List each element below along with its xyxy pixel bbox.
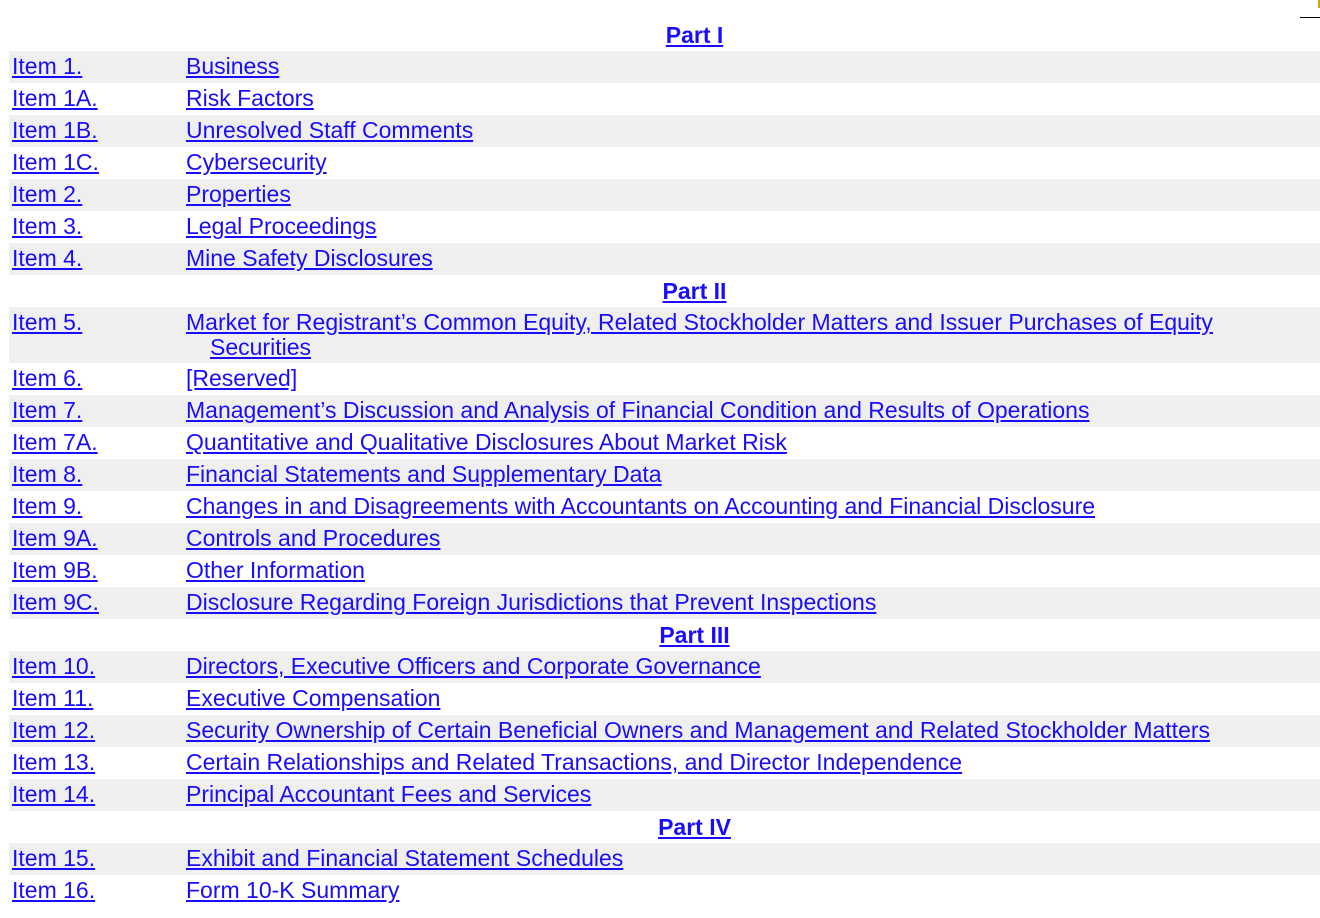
item-title-link[interactable]: Unresolved Staff Comments — [186, 117, 474, 143]
item-number-link[interactable]: Item 1B. — [12, 117, 98, 143]
item-number-link[interactable]: Item 16. — [12, 877, 96, 903]
toc-row — [9, 395, 1320, 427]
corner-mark-line — [1300, 17, 1320, 18]
toc-row — [9, 115, 1320, 147]
toc-row — [9, 683, 1320, 715]
item-number-link[interactable]: Item 9B. — [12, 557, 98, 583]
toc-row — [9, 51, 1320, 83]
toc-row — [9, 83, 1320, 115]
item-number-link[interactable]: Item 13. — [12, 749, 96, 775]
toc-row — [9, 491, 1320, 523]
item-title-link[interactable]: Properties — [186, 181, 291, 207]
toc-row — [9, 875, 1320, 907]
item-title-link[interactable]: Management’s Discussion and Analysis of Financial Condition and Results of Operations — [186, 397, 1090, 423]
item-number-link[interactable]: Item 7A. — [12, 429, 98, 455]
item-number-link[interactable]: Item 7. — [12, 397, 83, 423]
toc-row — [9, 459, 1320, 491]
toc-row — [9, 523, 1320, 555]
toc-row — [9, 555, 1320, 587]
item-title-link[interactable]: Financial Statements and Supplementary Data — [186, 461, 662, 487]
part-link[interactable]: Part IV — [658, 813, 731, 840]
table-of-contents — [9, 19, 1320, 907]
toc-row — [9, 243, 1320, 275]
item-number-link[interactable]: Item 9C. — [12, 589, 99, 615]
item-number-link[interactable]: Item 4. — [12, 245, 83, 271]
item-title-link[interactable]: Controls and Procedures — [186, 525, 441, 551]
toc-row — [9, 779, 1320, 811]
part-link[interactable]: Part III — [659, 621, 730, 648]
item-number-link[interactable]: Item 6. — [12, 365, 83, 391]
item-title-link[interactable]: Directors, Executive Officers and Corporate Governance — [186, 653, 761, 679]
item-title-link[interactable]: Security Ownership of Certain Beneficial Owners and Management and Related Stockholder Matters — [186, 717, 1211, 743]
toc-row — [9, 651, 1320, 683]
item-number-link[interactable]: Item 5. — [12, 309, 83, 335]
toc-row — [9, 843, 1320, 875]
item-number-link[interactable]: Item 9A. — [12, 525, 98, 551]
item-title-link[interactable]: Cybersecurity — [186, 149, 327, 175]
toc-row — [9, 147, 1320, 179]
item-number-link[interactable]: Item 11. — [12, 685, 94, 711]
toc-row — [9, 715, 1320, 747]
item-number-link[interactable]: Item 1. — [12, 53, 83, 79]
item-title-link[interactable]: Mine Safety Disclosures — [186, 245, 433, 271]
item-title-link[interactable]: Quantitative and Qualitative Disclosures About Market Risk — [186, 429, 787, 455]
toc-row — [9, 427, 1320, 459]
item-title-link[interactable]: Business — [186, 53, 280, 79]
item-number-link[interactable]: Item 8. — [12, 461, 83, 487]
item-title-link[interactable]: Form 10-K Summary — [186, 877, 400, 903]
toc-row — [9, 747, 1320, 779]
item-number-link[interactable]: Item 3. — [12, 213, 83, 239]
part-heading-4 — [9, 811, 1320, 843]
item-number-link[interactable]: Item 1A. — [12, 85, 98, 111]
item-title-link[interactable]: Legal Proceedings — [186, 213, 377, 239]
item-title-link[interactable]: Changes in and Disagreements with Accountants on Accounting and Financial Disclosure — [186, 493, 1096, 519]
item-title-link[interactable]: Risk Factors — [186, 85, 314, 111]
item-title-link[interactable]: Executive Compensation — [186, 685, 441, 711]
part-heading-1 — [9, 19, 1320, 51]
toc-row — [9, 179, 1320, 211]
item-number-link[interactable]: Item 9. — [12, 493, 83, 519]
item-number-link[interactable]: Item 15. — [12, 845, 96, 871]
item-title-link[interactable]: Exhibit and Financial Statement Schedules — [186, 845, 624, 871]
toc-row — [9, 211, 1320, 243]
item-title-link[interactable]: Principal Accountant Fees and Services — [186, 781, 592, 807]
item-number-link[interactable]: Item 14. — [12, 781, 96, 807]
item-title-link[interactable]: Disclosure Regarding Foreign Jurisdictions that Prevent Inspections — [186, 589, 877, 615]
part-link[interactable]: Part I — [665, 21, 724, 48]
corner-mark — [1298, 0, 1320, 18]
item-number-link[interactable]: Item 10. — [12, 653, 96, 679]
item-number-link[interactable]: Item 1C. — [12, 149, 99, 175]
part-heading-2 — [9, 275, 1320, 307]
part-heading-3 — [9, 619, 1320, 651]
item-number-link[interactable]: Item 12. — [12, 717, 96, 743]
toc-row — [9, 307, 1320, 363]
part-link[interactable]: Part II — [662, 277, 727, 304]
item-title-link[interactable]: [Reserved] — [186, 365, 298, 391]
item-number-link[interactable]: Item 2. — [12, 181, 83, 207]
toc-row — [9, 587, 1320, 619]
item-title-link[interactable]: Certain Relationships and Related Transactions, and Director Independence — [186, 749, 963, 775]
item-title-link[interactable]: Other Information — [186, 557, 365, 583]
item-title-link[interactable]: Market for Registrant’s Common Equity, Related Stockholder Matters and Issuer Purchases of Equity Securities — [186, 309, 1213, 360]
toc-row — [9, 363, 1320, 395]
